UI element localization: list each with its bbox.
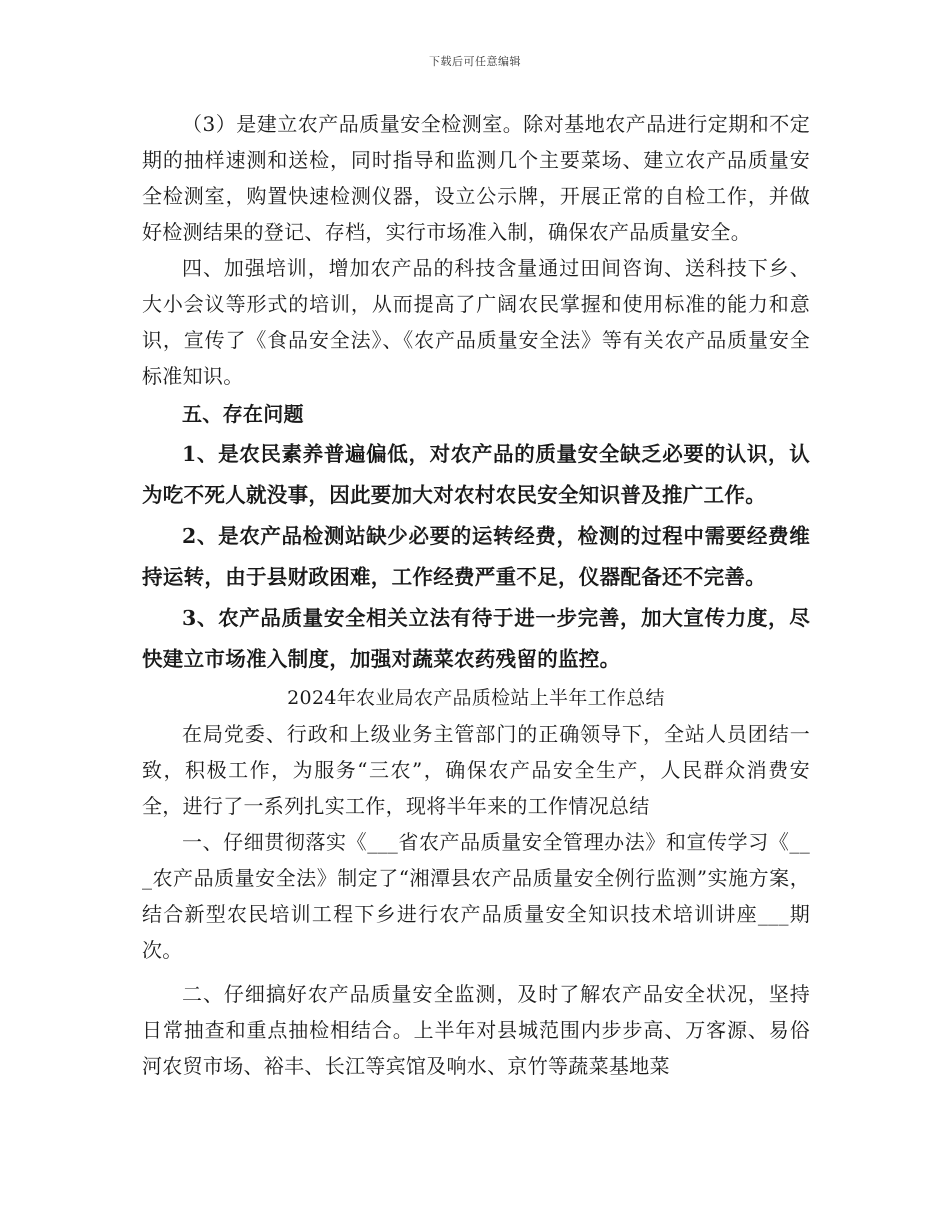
report-title: 2024年农业局农产品质检站上半年工作总结	[287, 687, 665, 709]
paragraph-testing-room: （3）是建立农产品质量安全检测室。除对基地农产品进行定期和不定期的抽样速测和送检，同时指导和监测几个主要菜场、建立农产品质量安全检测室，购置快速检测仪器，设立公示牌，开展正常的自检工作，并做好检测结果的登记、存档，实行市场准入制，确保农产品质量安全。	[142, 112, 810, 244]
paragraph-training: 四、加强培训，增加农产品的科技含量通过田间咨询、送科技下乡、大小会议等形式的培训，从而提高了广阔农民掌握和使用标准的能力和意识，宣传了《食品安全法》、《农产品质量安全法》等有关农产品质量安全标准知识。	[142, 256, 810, 388]
report-paragraph-two: 二、仔细搞好农产品质量安全监测，及时了解农产品安全状况，坚持日常抽查和重点抽检相结合。上半年对县城范围内步步高、万客源、易俗河农贸市场、裕丰、长江等宾馆及响水、京竹等蔬菜基地菜	[142, 982, 810, 1078]
section-heading-problems: 五、存在问题	[182, 402, 304, 426]
document-body	[142, 106, 810, 1084]
problem-item-3: 3、农产品质量安全相关立法有待于进一步完善，加大宣传力度，尽快建立市场准入制度，加强对蔬菜农药残留的监控。	[142, 606, 810, 671]
problem-item-2: 2、是农产品检测站缺少必要的运转经费，检测的过程中需要经费维持运转，由于县财政困难，工作经费严重不足，仪器配备还不完善。	[142, 524, 810, 589]
report-paragraph-intro: 在局党委、行政和上级业务主管部门的正确领导下，全站人员团结一致，积极工作，为服务“三农”，确保农产品安全生产，人民群众消费安全，进行了一系列扎实工作，现将半年来的工作情况总结	[142, 722, 810, 818]
page-header-note: 下载后可任意编辑	[429, 55, 521, 68]
report-paragraph-one: 一、仔细贯彻落实《___省农产品质量安全管理办法》和宣传学习《___农产品质量安全法》制定了“湘潭县农产品质量安全例行监测”实施方案，结合新型农民培训工程下乡进行农产品质量安全知识技术培训讲座___期次。	[142, 830, 810, 962]
problem-item-1: 1、是农民素养普遍偏低，对农产品的质量安全缺乏必要的认识，认为吃不死人就没事，因此要加大对农村农民安全知识普及推广工作。	[142, 442, 810, 507]
